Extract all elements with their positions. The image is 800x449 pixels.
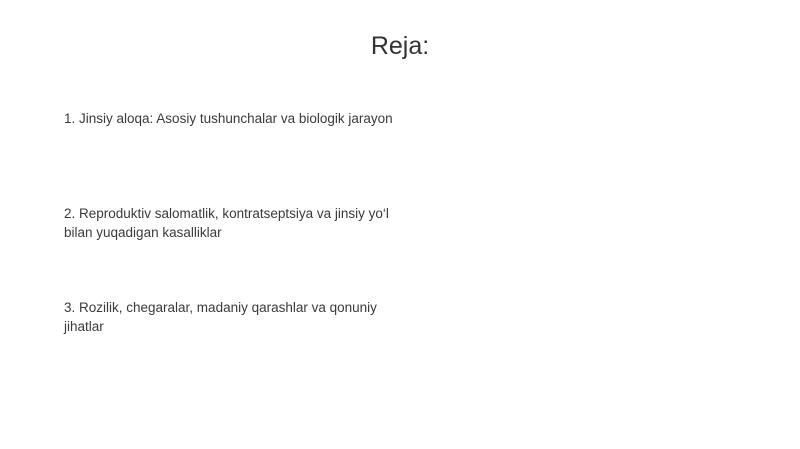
plan-item-1: 1. Jinsiy aloqa: Asosiy tushunchalar va biologik jarayon [64,111,393,126]
slide-title: Reja: [370,32,430,60]
plan-item-2: 2. Reproduktiv salomatlik, kontratseptsiya va jinsiy yo‘l bilan yuqadigan kasalliklar [64,206,389,240]
plan-item-3: 3. Rozilik, chegaralar, madaniy qarashlar va qonuniy jihatlar [64,300,377,334]
